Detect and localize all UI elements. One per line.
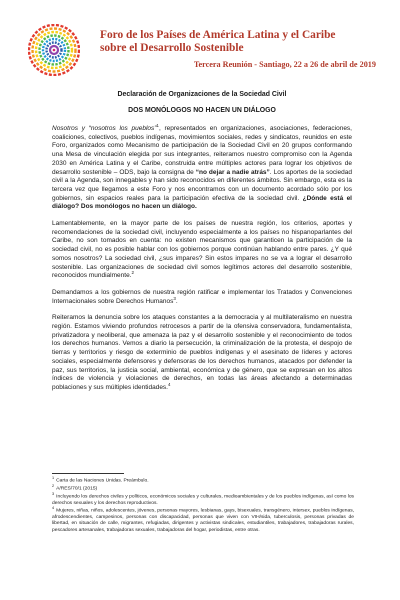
paragraph-2 xyxy=(52,220,352,281)
meeting-info: Tercera Reunión - Santiago, 22 a 26 de abril de 2019 xyxy=(193,60,376,69)
paragraph-1-text-b: . Los aportes de la sociedad civil a la Agenda, son innegables y han sido reconocidos en diferentes ámbitos. Sin embargo, esta es la tercera vez que llegamos a este Foro y nos encontramos con un documento acordado sólo por los gobiernos, sin espacios reales para la participación efectiva de la sociedad civil. xyxy=(52,168,352,202)
forum-title xyxy=(100,29,380,55)
declaration-title: Declaración de Organizaciones de la Sociedad Civil xyxy=(117,91,287,98)
footnote-divider xyxy=(52,473,124,474)
footnotes xyxy=(52,478,354,535)
paragraph-1 xyxy=(52,122,352,212)
paragraph-3-end: . xyxy=(175,297,178,305)
footnote-number: 4 xyxy=(52,506,55,511)
declaration-subtitle: DOS MONÓLOGOS NO HACEN UN DIÁLOGO xyxy=(128,107,276,114)
paragraph-4 xyxy=(52,314,352,392)
footnote-ref-4[interactable]: 4 xyxy=(167,381,171,387)
paragraph-2-text: Lamentablemente, en la mayor parte de los países de nuestra región, los criterios, aportes y recomendaciones de la sociedad civil, incluyendo especialmente a los países no hispanoparlantes del Caribe, no son tomados en cuenta: no existen mecanismos que garanticen la participación de la sociedad civil, no es posible hablar con los gobiernos porque continúan hablando entre pares. ¿Y qué somos nosotros? La sociedad civil, ¿sus impares? Sin estos impares no se va a lograr el desarrollo sostenible. Las organizaciones de sociedad civil somos legítimos actores del desarrollo sostenible, reconocidos mundialmente. xyxy=(52,220,352,280)
paragraph-3-text: Demandamos a los gobiernos de nuestra región ratificar e implementar los Tratados y Convenciones Internacionales sobre Derechos Humanos xyxy=(52,288,352,305)
footnote-ref-1[interactable]: 1 xyxy=(156,122,159,128)
declaration-body xyxy=(52,90,352,401)
footnote-text: Carta de las Naciones Unidas. Preámbulo. xyxy=(56,478,149,484)
footnote-text: Incluyendo los derechos civiles y políticos, económicos sociales y culturales, medioambientales y de los pueblos indígenas, así como los derechos sexuales y los derechos reproductivos. xyxy=(52,494,354,506)
footnote-text: Mujeres, niñas, niños, adolescentes, jóvenes, personas mayores, lesbianas, gays, bisexuales, transgénero, intersex, pueblos indígenas, afrodescendientes, campesinos, personas con discapacidad, personas que viven con VIH/sida, tuberculosis, personas privadas de libertad, en situación de calle, migrantes, refugiadas, dirigentes y activistas sindicales, estudiantiles, trabajadores, trabajadoras rurales, pescadores artesanales, trabajadoras sexuales, trabajadoras del hogar, periodistas, entre otras. xyxy=(52,508,354,533)
paragraph-3 xyxy=(52,289,352,306)
footnote-text: A/RES/70/1 (2015) xyxy=(56,486,98,492)
paragraph-1-slogan: “no dejar a nadie atrás” xyxy=(195,168,270,176)
footnote-ref-3[interactable]: 3 xyxy=(173,295,176,301)
footnote-number: 3 xyxy=(52,491,55,496)
footnote-number: 1 xyxy=(52,476,55,480)
footnote-4 xyxy=(52,508,354,534)
footnote-3 xyxy=(52,491,354,507)
footnote-1 xyxy=(52,478,354,485)
paragraph-4-text: Reiteramos la denuncia sobre los ataques constantes a la democracia y al multilateralismo en nuestra región. Estamos viviendo profundos retrocesos a partir de la ofensiva conservadora, fundamentalista, privatizadora y neoliberal, que amenaza la paz y el desarrollo sostenible y el reconocimiento de todos los derechos humanos. Vemos a diario la persecución, la criminalización de la protesta, el despojo de tierras y territorios y riesgo de exterminio de pueblos indígenas y el asesinato de líderes y actores sociales, especialmente defensores y defensoras de los derechos humanos, atacados por defender la paz, sus territorios, la justicia social, ambiental, económica y de género, que se expresan en los altos índices de violencia y violaciones de derechos, en todas las áreas afectando a determinadas poblaciones y sus múltiples identidades. xyxy=(52,314,352,391)
footnote-ref-2[interactable]: 2 xyxy=(131,270,135,276)
page-header xyxy=(0,0,400,84)
footnote-number: 2 xyxy=(52,483,55,488)
paragraph-1-lead: Nosotros y “nosotros los pueblos” xyxy=(52,125,157,132)
footnote-2 xyxy=(52,483,354,493)
forum-title-line-1: Foro de los Países de América Latina y el Caribe xyxy=(100,29,336,41)
paragraph-1-text-a: , representados en organizaciones, asociaciones, federaciones, coaliciones, colectivos, pueblos indígenas, movimientos sociales, redes y sindicatos, reunidos en este Foro, organizados como Mecanismo de participación de la Sociedad Civil en 20 grupos conformando una Mesa de vinculación elegida por sus integrantes, reiteramos nuestro compromiso con la Agenda 2030 en América Latina y el Caribe, construida entre múltiples actores para lograr los objetivos de desarrollo sostenible – ODS, bajo la consigna de xyxy=(52,125,352,176)
paragraph-1-question: ¿Dónde está el diálogo? Dos monólogos no hacen un diálogo. xyxy=(52,194,352,211)
forum-title-line-2: sobre el Desarrollo Sostenible xyxy=(100,42,244,54)
concentric-circles-logo-icon xyxy=(28,24,80,76)
